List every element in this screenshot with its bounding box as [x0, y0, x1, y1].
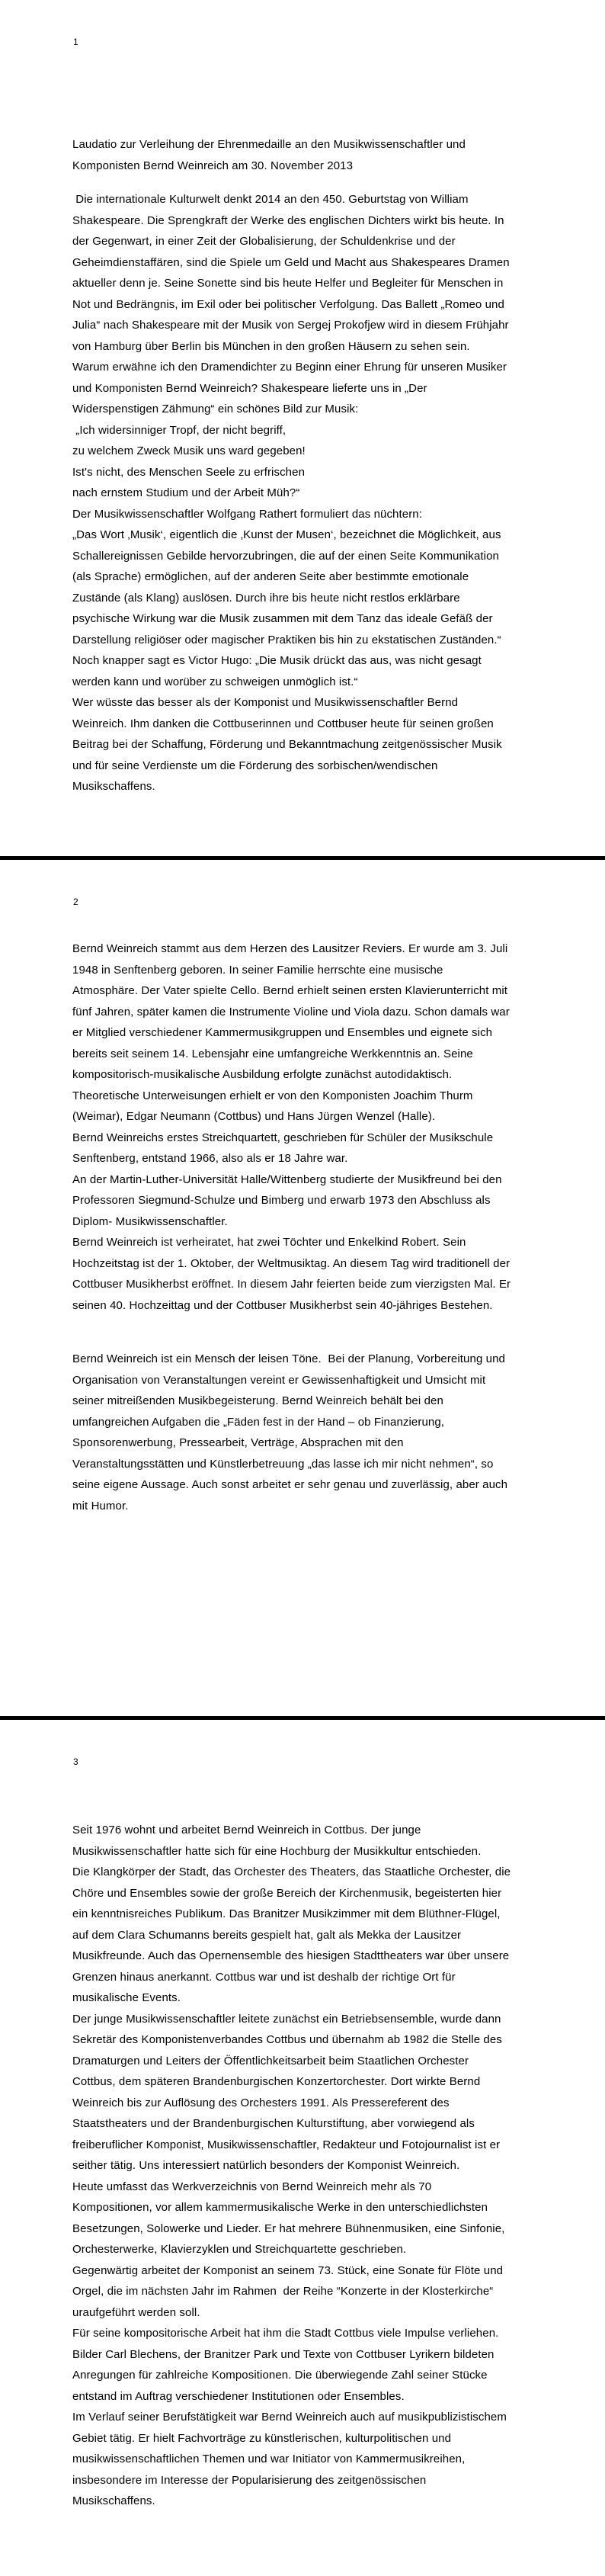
- text-line: Veranstaltungsstätten und Künstlerbetreuung „das lasse ich mir nicht nehmen“, so: [72, 1457, 494, 1471]
- text-line: Weinreich bis zur Auflösung des Orchesters 1991. Als Pressereferent des: [72, 2096, 450, 2109]
- text-line: Für seine kompositorische Arbeit hat ihm die Stadt Cottbus viele Impulse verliehen.: [72, 2327, 499, 2340]
- text-line: bereits seit seinem 14. Lebensjahr eine umfangreiche Werkkenntnis an. Seine: [72, 1047, 473, 1060]
- text-line: Zustände (als Klang) auslösen. Durch ihre bis heute nicht restlos erklärbare: [72, 591, 460, 605]
- text-line: seiner mitreißenden Musikbegeisterung. Bernd Weinreich behält bei den: [72, 1394, 443, 1407]
- text-line: Komponisten Bernd Weinreich am 30. November 2013: [72, 159, 354, 172]
- text-line: Diplom- Musikwissenschaftler.: [72, 1214, 228, 1228]
- document-title: [72, 134, 560, 176]
- text-line: Bilder Carl Blechens, der Branitzer Park und Texte von Cottbuser Lyrikern bildeten: [72, 2347, 495, 2361]
- text-line: Shakespeare. Die Sprengkraft der Werke des englischen Dichters wirkt bis heute. In: [72, 213, 504, 227]
- page: [0, 860, 605, 1716]
- paragraph: [72, 189, 560, 797]
- text-line: Gebiet tätig. Er hielt Fachvorträge zu künstlerischen, kulturpolitischen und: [72, 2431, 452, 2445]
- text-line: Professoren Siegmund-Schulze und Bimberg und erwarb 1973 den Abschluss als: [72, 1194, 491, 1207]
- text-line: Grenzen hinaus anerkannt. Cottbus war und ist deshalb der richtige Ort für: [72, 1970, 456, 1984]
- text-line: Im Verlauf seiner Berufstätigkeit war Bernd Weinreich auch auf musikpublizistischem: [72, 2411, 507, 2424]
- text-line: Darstellung religiöser oder magischer Praktiken bis hin zu ekstatischen Zuständen.“: [72, 633, 501, 646]
- text-line: seine eigene Aussage. Auch sonst arbeitet er sehr genau und zuverlässig, aber auch: [72, 1478, 508, 1491]
- text-line: Laudatio zur Verleihung der Ehrenmedaille an den Musikwissenschaftler und: [72, 138, 466, 151]
- text-line: Musikschaffens.: [72, 780, 155, 793]
- text-line: seinen 40. Hochzeittag und der Cottbuser Musikherbst sein 40-jähriges Bestehen.: [72, 1298, 493, 1312]
- paragraph: [72, 938, 560, 1316]
- text-line: Orgel, die im nächsten Jahr im Rahmen der Reihe “Konzerte in der Klosterkirche“: [72, 2285, 494, 2298]
- page: [0, 0, 605, 856]
- text-line: Musikfreunde. Auch das Opernensemble des hiesigen Stadttheaters war über unsere: [72, 1949, 510, 1962]
- text-line: „Das Wort ‚Musik‘, eigentlich die ‚Kunst der Musen‘, bezeichnet die Möglichkeit, aus: [72, 528, 501, 541]
- text-line: 1948 in Senftenberg geboren. In seiner Familie herrschte eine musische: [72, 963, 443, 977]
- text-line: nach ernstem Studium und der Arbeit Müh?“: [72, 486, 300, 499]
- text-line: entstand im Auftrag verschiedener Institutionen oder Ensembles.: [72, 2389, 405, 2403]
- text-line: Noch knapper sagt es Victor Hugo: „Die Musik drückt das aus, was nicht gesagt: [72, 654, 482, 667]
- text-line: Musikschaffens.: [72, 2494, 155, 2507]
- text-line: Senftenberg, entstand 1966, also als er 18 Jahre war.: [72, 1152, 348, 1165]
- text-line: Besetzungen, Solowerke und Lieder. Er hat mehrere Bühnenmusiken, eine Sinfonie,: [72, 2222, 505, 2235]
- text-line: Sponsorenwerbung, Pressearbeit, Verträge, Absprachen mit den: [72, 1436, 404, 1449]
- text-line: Chöre und Ensembles sowie der große Bereich der Kirchenmusik, begeisterten hier: [72, 1886, 502, 1900]
- text-line: Der Musikwissenschaftler Wolfgang Rathert formuliert das nüchtern:: [72, 507, 423, 521]
- text-line: aktueller denn je. Seine Sonette sind bis heute Helfer und Begleiter für Menschen in: [72, 277, 504, 290]
- text-line: Musikwissenschaftler hatte sich für eine Hochburg der Musikkultur entschieden.: [72, 1844, 482, 1858]
- text-line: Anregungen für zahlreiche Kompositionen. Die überwiegende Zahl seiner Stücke: [72, 2369, 488, 2382]
- text-line: Kompositionen, vor allem kammermusikalische Werke in den unterschiedlichsten: [72, 2201, 488, 2214]
- text-line: umfangreichen Aufgaben die „Fäden fest in der Hand – ob Finanzierung,: [72, 1415, 445, 1429]
- text-line: psychische Wirkung war die Musik zusammen mit dem Tanz das ideale Gefäß der: [72, 612, 493, 625]
- text-line: Atmosphäre. Der Vater spielte Cello. Bernd erhielt seinen ersten Klavierunterricht mit: [72, 984, 508, 997]
- text-line: Julia“ nach Shakespeare mit der Musik von Sergej Prokofjew wird in diesem Frühjahr: [72, 319, 509, 332]
- text-line: Weinreich. Ihm danken die Cottbuserinnen und Cottbuser heute für seinen großen: [72, 717, 494, 730]
- text-line: Der junge Musikwissenschaftler leitete zunächst ein Betriebsensemble, wurde dann: [72, 2012, 501, 2026]
- text-line: Bernd Weinreich ist ein Mensch der leisen Töne. Bei der Planung, Vorbereitung und: [72, 1352, 505, 1365]
- text-line: musikalische Events.: [72, 1991, 181, 2004]
- text-line: (Weimar), Edgar Neumann (Cottbus) und Hans Jürgen Wenzel (Halle).: [72, 1110, 436, 1123]
- text-line: Dramaturgen und Leiters der Öffentlichkeitsarbeit beim Staatlichen Orchester: [72, 2054, 469, 2068]
- page-number: 3: [73, 1756, 78, 1767]
- text-line: An der Martin-Luther-Universität Halle/Wittenberg studierte der Musikfreund bei den: [72, 1173, 502, 1186]
- text-line: Heute umfasst das Werkverzeichnis von Bernd Weinreich mehr als 70: [72, 2180, 432, 2193]
- text-line: er Mitglied verschiedener Kammermusikgruppen und Ensembles und eignete sich: [72, 1026, 493, 1039]
- text-line: der Gegenwart, in einer Zeit der Globalisierung, der Schuldenkrise und der: [72, 235, 456, 248]
- paragraph: [72, 1349, 560, 1516]
- text-line: uraufgeführt werden soll.: [72, 2305, 200, 2319]
- page-number: 2: [73, 897, 78, 907]
- text-line: mit Humor.: [72, 1499, 129, 1513]
- text-line: Geheimdienstaffären, sind die Spiele um Geld und Macht aus Shakespeares Dramen: [72, 255, 510, 269]
- text-line: (als Sprache) ermöglichen, auf der anderen Seite aber bestimmte emotionale: [72, 570, 469, 583]
- text-line: Die Klangkörper der Stadt, das Orchester des Theaters, das Staatliche Orchester, die: [72, 1865, 511, 1878]
- text-line: Widerspenstigen Zähmung“ ein schönes Bild zur Musik:: [72, 403, 359, 415]
- text-line: Hochzeitstag ist der 1. Oktober, der Weltmusiktag. An diesem Tag wird traditionell der: [72, 1256, 511, 1270]
- text-line: Staatstheaters und der Brandenburgischen Kulturstiftung, aber vorwiegend als: [72, 2117, 475, 2130]
- text-line: Beitrag bei der Schaffung, Förderung und Bekanntmachung zeitgenössischer Musik: [72, 738, 502, 751]
- text-line: auf dem Clara Schumanns bereits gespielt hat, galt als Mekka der Lausitzer: [72, 1928, 462, 1942]
- text-line: Warum erwähne ich den Dramendichter zu Beginn einer Ehrung für unseren Musiker: [72, 361, 507, 374]
- paragraph: [72, 1820, 560, 2512]
- page-number: 1: [73, 37, 78, 47]
- text-line: Not und Bedrängnis, im Exil oder bei politischer Verfolgung. Das Ballett „Romeo und: [72, 297, 504, 311]
- text-line: kompositorisch-musikalische Ausbildung erfolgte zunächst autodidaktisch.: [72, 1068, 453, 1081]
- text-line: freiberuflicher Komponist, Musikwissenschaftler, Redakteur und Fotojournalist ist er: [72, 2138, 501, 2151]
- text-line: und für seine Verdienste um die Förderung des sorbischen/wendischen: [72, 759, 438, 772]
- text-line: Gegenwärtig arbeitet der Komponist an seinem 73. Stück, eine Sonate für Flöte und: [72, 2263, 504, 2277]
- text-line: Die internationale Kulturwelt denkt 2014 an den 450. Geburtstag von William: [72, 193, 469, 206]
- text-line: zu welchem Zweck Musik uns ward gegeben!: [72, 444, 306, 457]
- text-line: von Hamburg über Berlin bis München in den großen Häusern zu sehen sein.: [72, 339, 470, 353]
- text-line: Wer wüsste das besser als der Komponist und Musikwissenschaftler Bernd: [72, 696, 459, 709]
- text-line: Theoretische Unterweisungen erhielt er von den Komponisten Joachim Thurm: [72, 1089, 473, 1102]
- text-line: und Komponisten Bernd Weinreich? Shakespeare lieferte uns in „Der: [72, 381, 427, 395]
- text-line: Schallereignissen Gebilde hervorzubringen, die auf der einen Seite Kommunikation: [72, 549, 499, 563]
- text-line: insbesondere im Interesse der Popularisierung des zeitgenössischen: [72, 2473, 427, 2487]
- text-line: musikwissenschaftlichen Themen und war Initiator von Kammermusikreihen,: [72, 2452, 466, 2465]
- text-line: Bernd Weinreich stammt aus dem Herzen des Lausitzer Reviers. Er wurde am 3. Juli: [72, 942, 508, 955]
- text-line: Bernd Weinreich ist verheiratet, hat zwei Töchter und Enkelkind Robert. Sein: [72, 1236, 466, 1249]
- text-line: Ist's nicht, des Menschen Seele zu erfrischen: [72, 465, 306, 479]
- text-line: Bernd Weinreichs erstes Streichquartett, geschrieben für Schüler der Musikschule: [72, 1131, 494, 1144]
- text-line: Organisation von Veranstaltungen vereint er Gewissenhaftigkeit und Umsicht mit: [72, 1373, 486, 1387]
- page: [0, 1720, 605, 2576]
- text-line: Cottbus, dem späteren Brandenburgischen Konzertorchester. Dort wirkte Bernd: [72, 2075, 481, 2088]
- text-line: seither tätig. Uns interessiert natürlich besonders der Komponist Weinreich.: [72, 2159, 460, 2172]
- text-line: fünf Jahren, später kamen die Instrumente Violine und Viola dazu. Schon damals war: [72, 1005, 510, 1019]
- text-line: Seit 1976 wohnt und arbeitet Bernd Weinreich in Cottbus. Der junge: [72, 1824, 421, 1837]
- text-line: „Ich widersinniger Tropf, der nicht begriff,: [72, 423, 286, 437]
- text-line: Sekretär des Komponistenverbandes Cottbus und übernahm ab 1982 die Stelle des: [72, 2033, 502, 2046]
- text-line: Orchesterwerke, Klavierzyklen und Streichquartette geschrieben.: [72, 2243, 407, 2256]
- text-line: Cottbuser Musikherbst eröffnet. In diesem Jahr feierten beide zum vierzigsten Mal. Er: [72, 1278, 511, 1291]
- text-line: werden kann und worüber zu schweigen unmöglich ist.“: [72, 675, 358, 688]
- text-line: ein kenntnisreiches Publikum. Das Branitzer Musikzimmer mit dem Blüthner-Flügel,: [72, 1907, 501, 1920]
